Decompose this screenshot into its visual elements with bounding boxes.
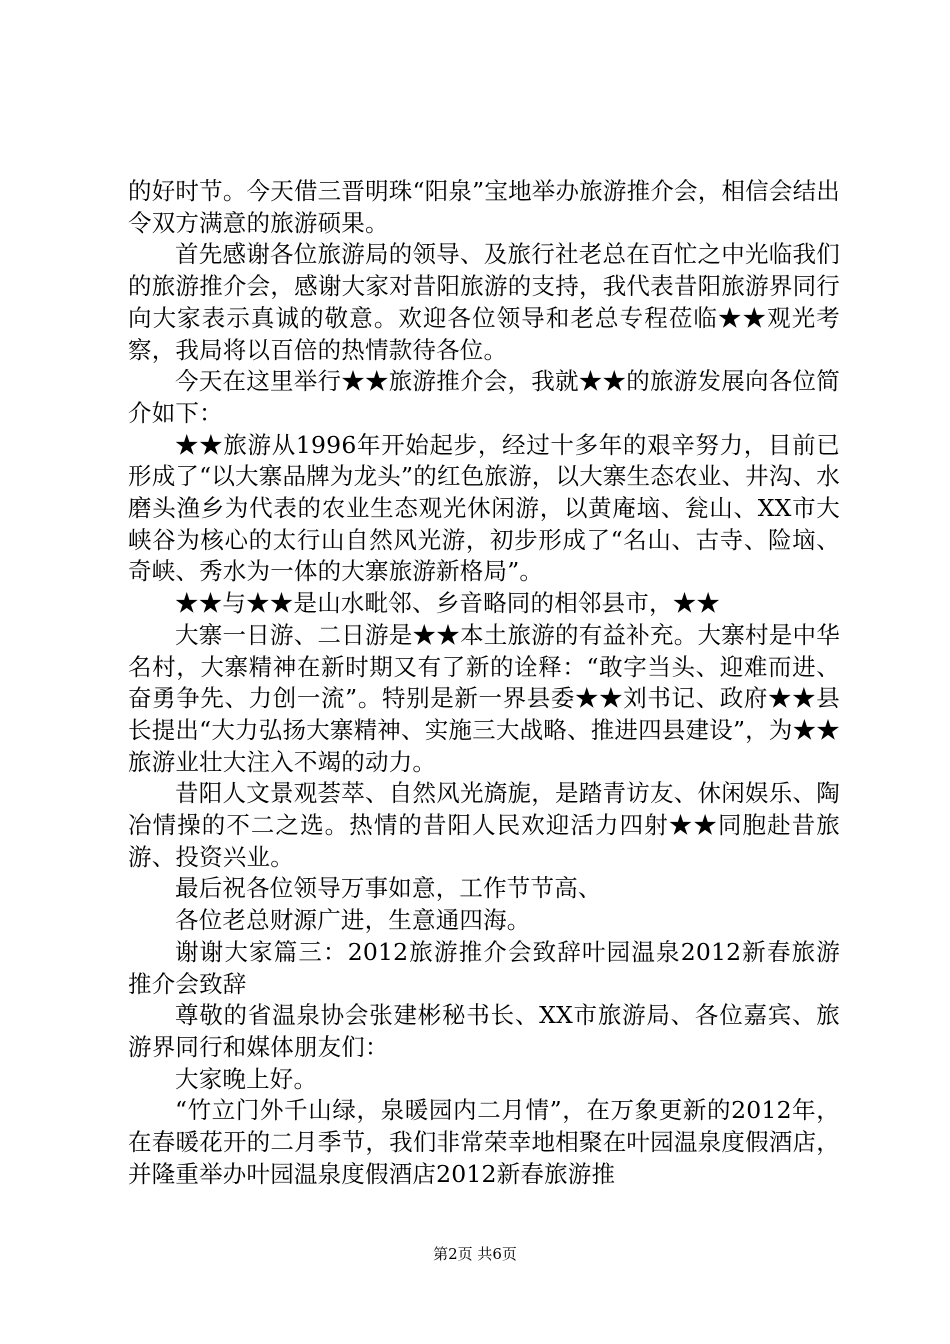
paragraph: 各位老总财源广进，生意通四海。 xyxy=(175,906,531,935)
paragraph: “竹立门外千山绿，泉暖园内二月情”，在万象更新的2012年，在春暖花开的二月季节，我们非常荣幸地相聚在叶园温泉度假酒店，并隆重举办叶园温泉度假酒店2012新春旅游推 xyxy=(128,1096,840,1188)
paragraph: 大家晚上好。 xyxy=(175,1064,318,1093)
page-number: 第2页 共6页 xyxy=(433,1245,517,1263)
paragraph: 尊敬的省温泉协会张建彬秘书长、XX市旅游局、各位嘉宾、旅游界同行和媒体朋友们： xyxy=(128,1001,840,1061)
paragraph: 的好时节。今天借三晋明珠“阳泉”宝地举办旅游推介会，相信会结出令双方满意的旅游硕果。 xyxy=(128,177,840,237)
paragraph: 昔阳人文景观荟萃、自然风光旖旎，是踏青访友、休闲娱乐、陶冶情操的不二之选。热情的昔阳人民欢迎活力四射★★同胞赴昔旅游、投资兴业。 xyxy=(128,779,840,871)
paragraph: ★★与★★是山水毗邻、乡音略同的相邻县市，★★ xyxy=(175,589,721,618)
paragraph: ★★旅游从1996年开始起步，经过十多年的艰辛努力，目前已形成了“以大寨品牌为龙头”的红色旅游，以大寨生态农业、井沟、水磨头渔乡为代表的农业生态观光休闲游，以黄庵垴、瓮山、XX市大峡谷为核心的太行山自然风光游，初步形成了“名山、古寺、险垴、奇峡、秀水为一体的大寨旅游新格局”。 xyxy=(128,430,840,586)
paragraph: 谢谢大家篇三：2012旅游推介会致辞叶园温泉2012新春旅游推介会致辞 xyxy=(128,937,840,998)
paragraph: 最后祝各位领导万事如意，工作节节高、 xyxy=(175,874,602,903)
paragraph: 首先感谢各位旅游局的领导、及旅行社老总在百忙之中光临我们的旅游推介会，感谢大家对昔阳旅游的支持，我代表昔阳旅游界同行向大家表示真诚的敬意。欢迎各位领导和老总专程莅临★★观光考察，我局将以百倍的热情款待各位。 xyxy=(128,240,840,364)
paragraph: 今天在这里举行★★旅游推介会，我就★★的旅游发展向各位简介如下： xyxy=(128,367,840,427)
document-body xyxy=(128,176,840,1191)
paragraph: 大寨一日游、二日游是★★本土旅游的有益补充。大寨村是中华名村，大寨精神在新时期又有了新的诠释：“敢字当头、迎难而进、奋勇争先、力创一流”。特别是新一界县委★★刘书记、政府★★县长提出“大力弘扬大寨精神、实施三大战略、推进四县建设”，为★★旅游业壮大注入不竭的动力。 xyxy=(128,620,840,776)
